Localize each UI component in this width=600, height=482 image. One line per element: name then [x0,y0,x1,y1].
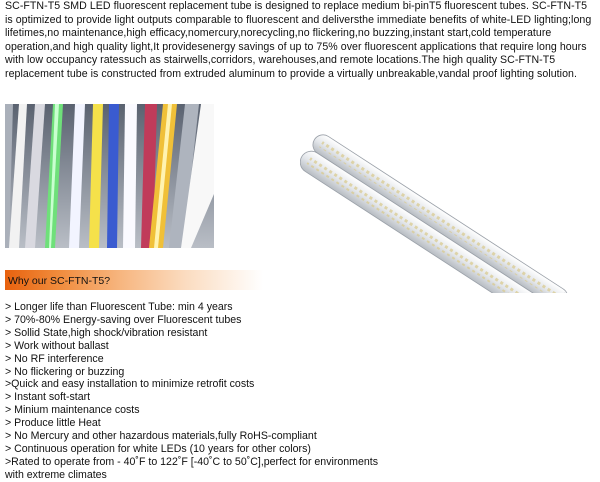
list-item: > Work without ballast [5,339,109,352]
list-item: > Longer life than Fluorescent Tube: min 4 years [5,301,233,313]
list-item: > No flickering or buzzing [5,365,125,378]
list-item: > 70%-80% Energy-saving over Fluorescent tubes [5,313,242,326]
list-item: > Minium maintenance costs [5,404,140,417]
colored-led-tubes-photo [5,104,214,248]
list-item: > Produce little Heat [5,417,101,430]
list-item: > Continuous operation for white LEDs (10 years for other colors) [5,442,311,455]
list-item: > No RF interference [5,352,104,365]
list-item: >Rated to operate from - 40˚F to 122˚F [-40˚C to 50˚C],perfect for environments with extreme climates [5,455,379,481]
led-tube-product-photo [300,113,590,293]
list-item: > Instant soft-start [5,391,91,404]
intro-paragraph: SC-FTN-T5 SMD LED fluorescent replacement tube is designed to replace medium bi-pinT5 fluorescent tubes. SC-FTN-T5 is optimized to provide light outputs comparable to fluorescent and deliversthe immediate benefits of white-LED lighting;long lifetimes,no maintenance,high efficacy,nomercury,norecycling,no flickering,no buzzing,instant start,cold temperature operation,and high quality light,It providesenergy savings of up to 75% over fluorescent applications that require long hours with low occupancy ratessuch as stairwells,corridors, warehouses,and remote locations.The high quality SC-FTN-T5 replacement tube is constructed from extruded aluminum to provide a virtually unbreakable,vandal proof lighting solution. [5,0,592,80]
list-item: > Sollid State,high shock/vibration resistant [5,326,208,339]
why-banner [5,270,263,290]
feature-list [5,301,385,482]
list-item: > No Mercury and other hazardous materials,fully RoHS-compliant [5,430,317,443]
list-item: >Quick and easy installation to minimize retrofit costs [5,378,255,391]
banner-title: Why our SC-FTN-T5? [8,275,111,287]
